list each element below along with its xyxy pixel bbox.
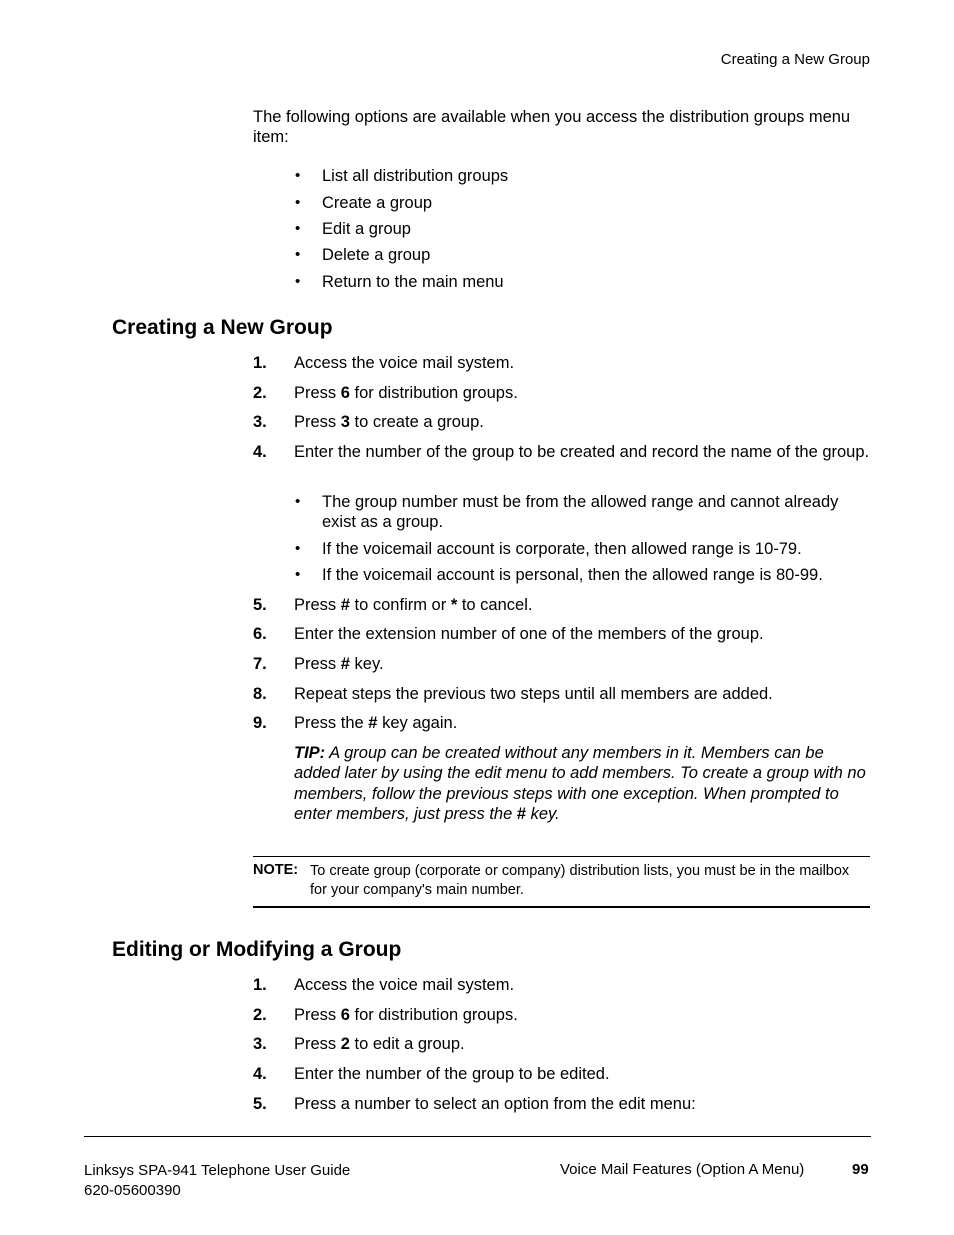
bullet-icon: • [295, 566, 301, 583]
step-text: Press 2 to edit a group. [294, 1035, 465, 1053]
step-text: Press 6 for distribution groups. [294, 384, 518, 402]
step-text: Press # key. [294, 655, 384, 673]
step-number: 2. [253, 1006, 267, 1024]
sub-bullet-text: If the voicemail account is corporate, then allowed range is 10-79. [322, 540, 802, 558]
step-number: 2. [253, 384, 267, 402]
bullet-icon: • [295, 220, 301, 237]
step-number: 9. [253, 714, 267, 732]
step-number: 7. [253, 655, 267, 673]
footer-section-title: Voice Mail Features (Option A Menu) [560, 1161, 805, 1178]
step-text: Repeat steps the previous two steps until all members are added. [294, 685, 773, 703]
option-text: Create a group [322, 194, 433, 212]
bullet-icon: • [295, 194, 301, 211]
step-text: Access the voice mail system. [294, 976, 515, 994]
footer-left [84, 1161, 350, 1201]
option-text: List all distribution groups [322, 167, 509, 185]
intro-paragraph: The following options are available when you access the distribution groups menu item: [253, 108, 851, 146]
step-text: Press the # key again. [294, 714, 458, 732]
option-text: Delete a group [322, 246, 431, 264]
step-text: Access the voice mail system. [294, 354, 515, 372]
step-text: Enter the number of the group to be created and record the name of the group. [294, 443, 870, 461]
step-text: Press 6 for distribution groups. [294, 1006, 518, 1024]
step-text: Enter the extension number of one of the members of the group. [294, 625, 764, 643]
step-number: 5. [253, 596, 267, 614]
tip-paragraph: TIP: A group can be created without any members in it. Members can be added later by using the edit menu to add members. To create a group with no members, follow the previous steps with one exception. When prompted to enter members, just press the # key. [294, 744, 866, 824]
tip-label: TIP: [294, 744, 326, 762]
note-label: NOTE: [253, 862, 299, 878]
bullet-icon: • [295, 493, 301, 510]
step-number: 8. [253, 685, 267, 703]
step-number: 3. [253, 1035, 267, 1053]
step-text: Press # to confirm or * to cancel. [294, 596, 533, 614]
step-number: 6. [253, 625, 267, 643]
bullet-icon: • [295, 246, 301, 263]
document-number: 620-05600390 [84, 1182, 181, 1199]
step-number: 1. [253, 354, 267, 372]
bullet-icon: • [295, 167, 301, 184]
sub-bullet-text: If the voicemail account is personal, then the allowed range is 80-99. [322, 566, 823, 584]
step-number: 4. [253, 1065, 267, 1083]
step-number: 5. [253, 1095, 267, 1113]
section-heading-creating: Creating a New Group [112, 316, 333, 339]
note-text: To create group (corporate or company) distribution lists, you must be in the mailbox for your company's main number. [310, 863, 850, 898]
option-text: Edit a group [322, 220, 411, 238]
step-text: Press 3 to create a group. [294, 413, 484, 431]
step-text: Enter the number of the group to be edited. [294, 1065, 610, 1083]
guide-title: Linksys SPA-941 Telephone User Guide [84, 1162, 351, 1179]
option-text: Return to the main menu [322, 273, 504, 291]
step-number: 1. [253, 976, 267, 994]
running-header: Creating a New Group [720, 51, 870, 68]
step-text: Press a number to select an option from the edit menu: [294, 1095, 696, 1113]
footer-divider [84, 1136, 871, 1137]
step-number: 3. [253, 413, 267, 431]
bullet-icon: • [295, 540, 301, 557]
sub-bullet-text: The group number must be from the allowed range and cannot already exist as a group. [322, 493, 839, 531]
step-number: 4. [253, 443, 267, 461]
page-number: 99 [852, 1161, 869, 1178]
section-heading-editing: Editing or Modifying a Group [112, 938, 402, 961]
bullet-icon: • [295, 273, 301, 290]
